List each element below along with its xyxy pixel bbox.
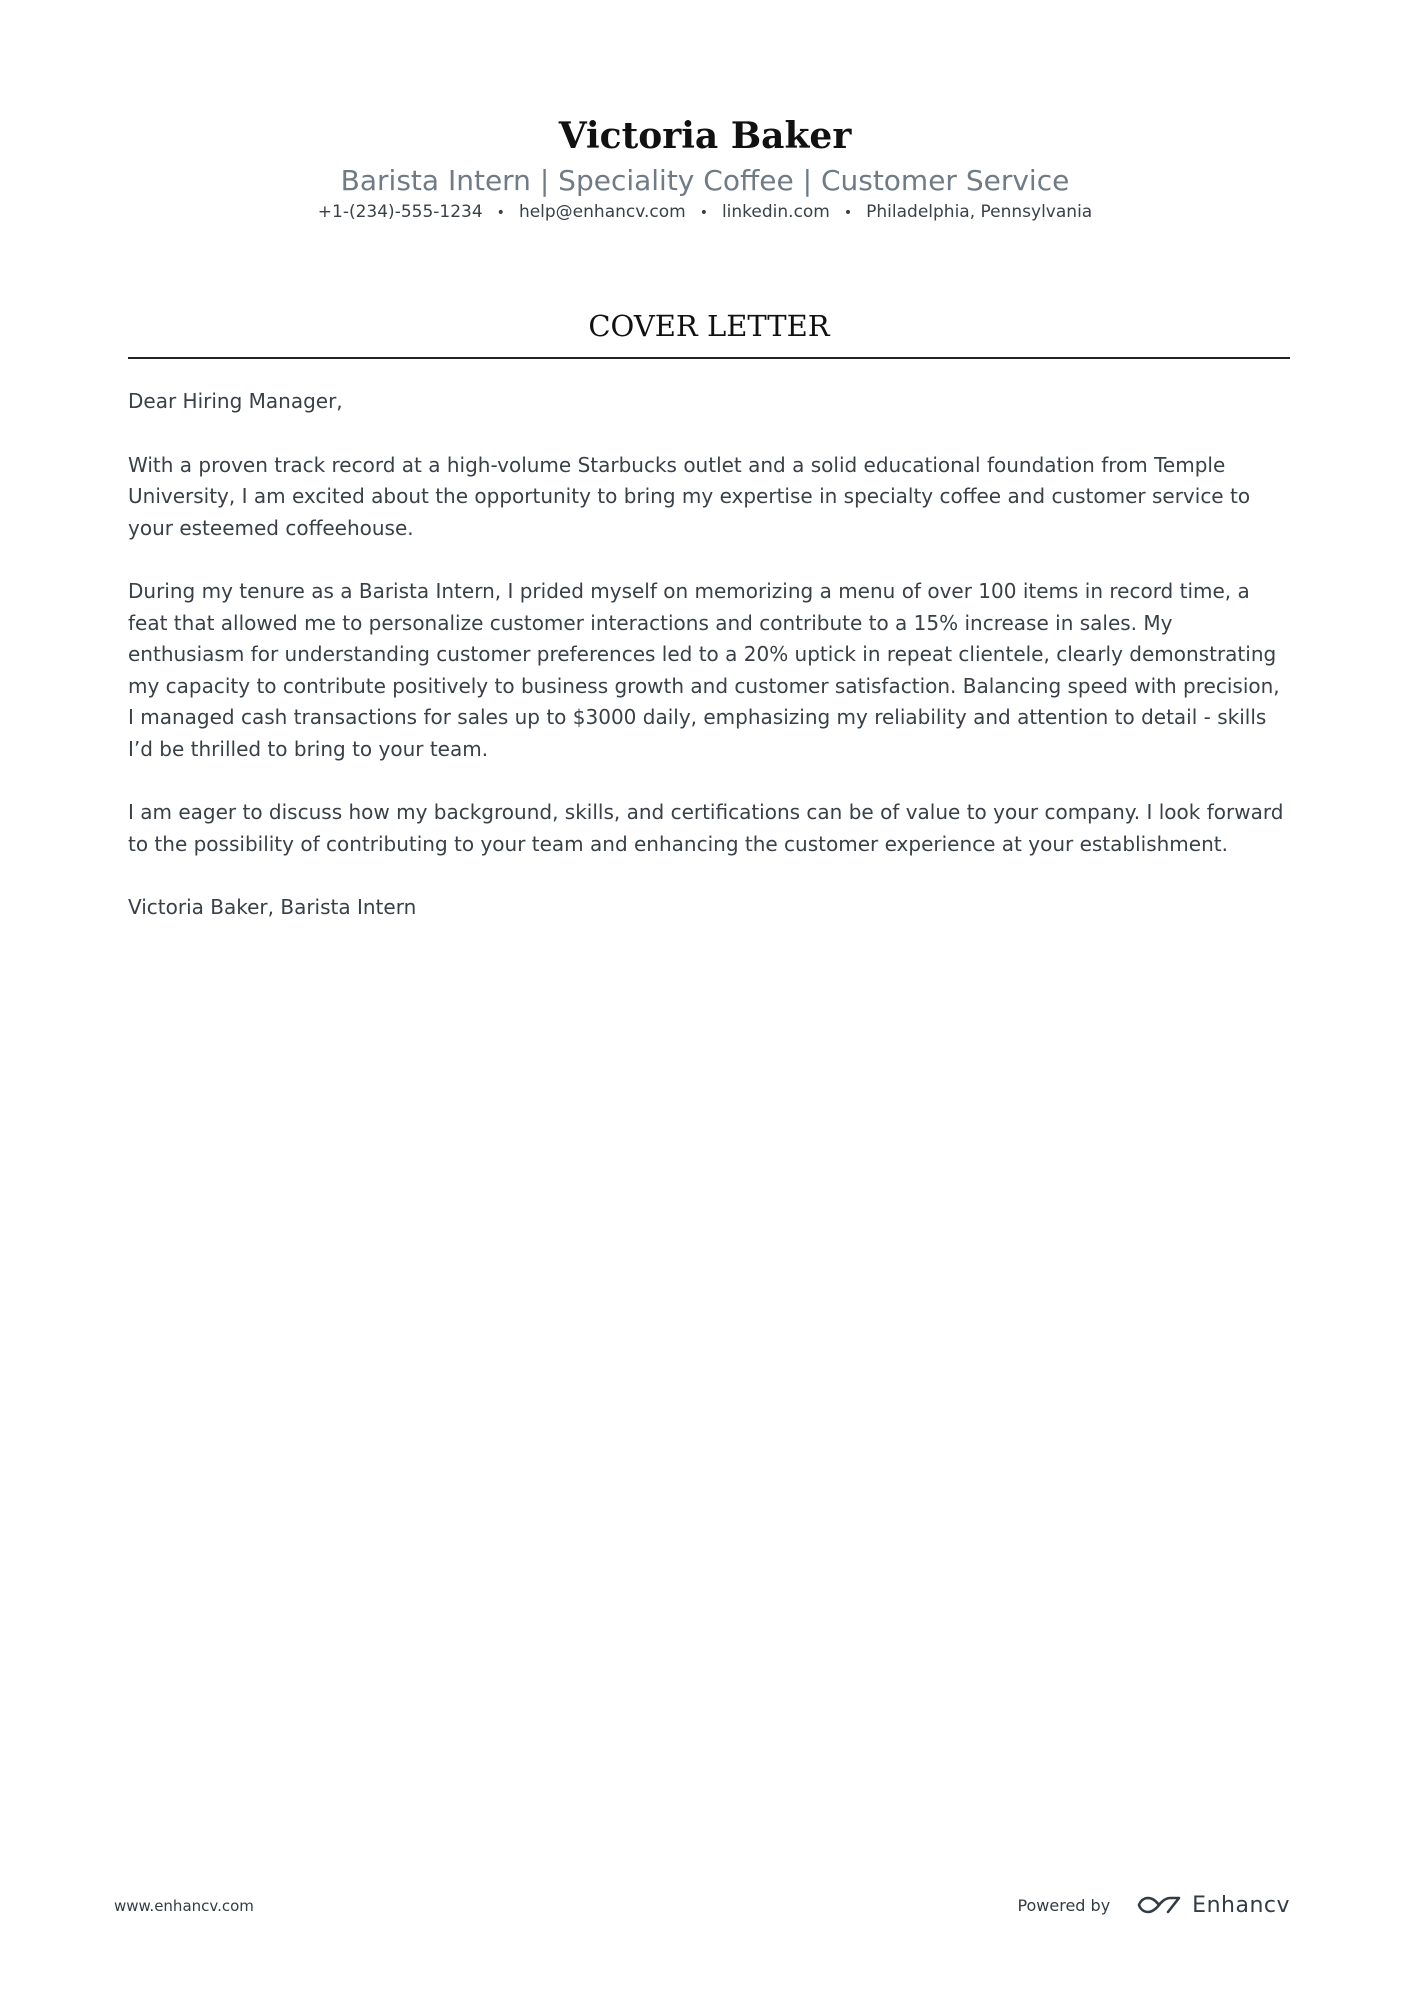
footer-branding[interactable] [1017, 1890, 1290, 1920]
footer-website[interactable]: www.enhancv.com [114, 1897, 254, 1915]
contact-separator: • [496, 205, 505, 221]
candidate-headline: Barista Intern | Speciality Coffee | Customer Service [340, 164, 1070, 197]
brand-logo [1136, 1893, 1290, 1918]
contact-info [0, 200, 1410, 225]
letter-paragraph: With a proven track record at a high-volume Starbucks outlet and a solid educational foundation from Temple University, I am excited about the opportunity to bring my expertise in specialty coffee and customer service to your esteemed coffeehouse. [128, 452, 1251, 540]
contact-email[interactable]: help@enhancv.com [518, 202, 686, 222]
powered-by-label: Powered by [1017, 1895, 1111, 1915]
contact-phone[interactable]: +1-(234)-555-1234 [317, 202, 483, 222]
contact-separator: • [699, 205, 708, 221]
contact-separator: • [843, 205, 853, 221]
section-divider [128, 357, 1290, 359]
letter-paragraph: I am eager to discuss how my background, skills, and certifications can be of value to your company. I look forward to the possibility of contributing to your team and enhancing the customer experience at your establishment. [128, 800, 1284, 856]
brand-name: Enhancv [1192, 1892, 1290, 1918]
contact-location: Philadelphia, Pennsylvania [866, 202, 1093, 222]
letter-salutation: Dear Hiring Manager, [128, 389, 343, 413]
enhancv-logo-icon [1136, 1893, 1182, 1917]
section-title: COVER LETTER [588, 309, 830, 343]
letter-body [128, 386, 1290, 956]
contact-linkedin[interactable]: linkedin.com [721, 202, 830, 222]
letter-paragraph: During my tenure as a Barista Intern, I prided myself on memorizing a menu of over 100 items in record time, a feat that allowed me to personalize customer interactions and contribute to a 15% increase in sales. My enthusiasm for understanding customer preferences led to a 20% uptick in repeat clientele, clearly demonstrating my capacity to contribute positively to business growth and customer satisfaction. Balancing speed with precision, I managed cash transactions for sales up to $3000 daily, emphasizing my reliability and attention to detail - skills I’d be thrilled to bring to your team. [128, 579, 1280, 761]
resume-header [0, 112, 1410, 225]
candidate-name: Victoria Baker [558, 115, 852, 157]
letter-signature: Victoria Baker, Barista Intern [128, 895, 417, 919]
